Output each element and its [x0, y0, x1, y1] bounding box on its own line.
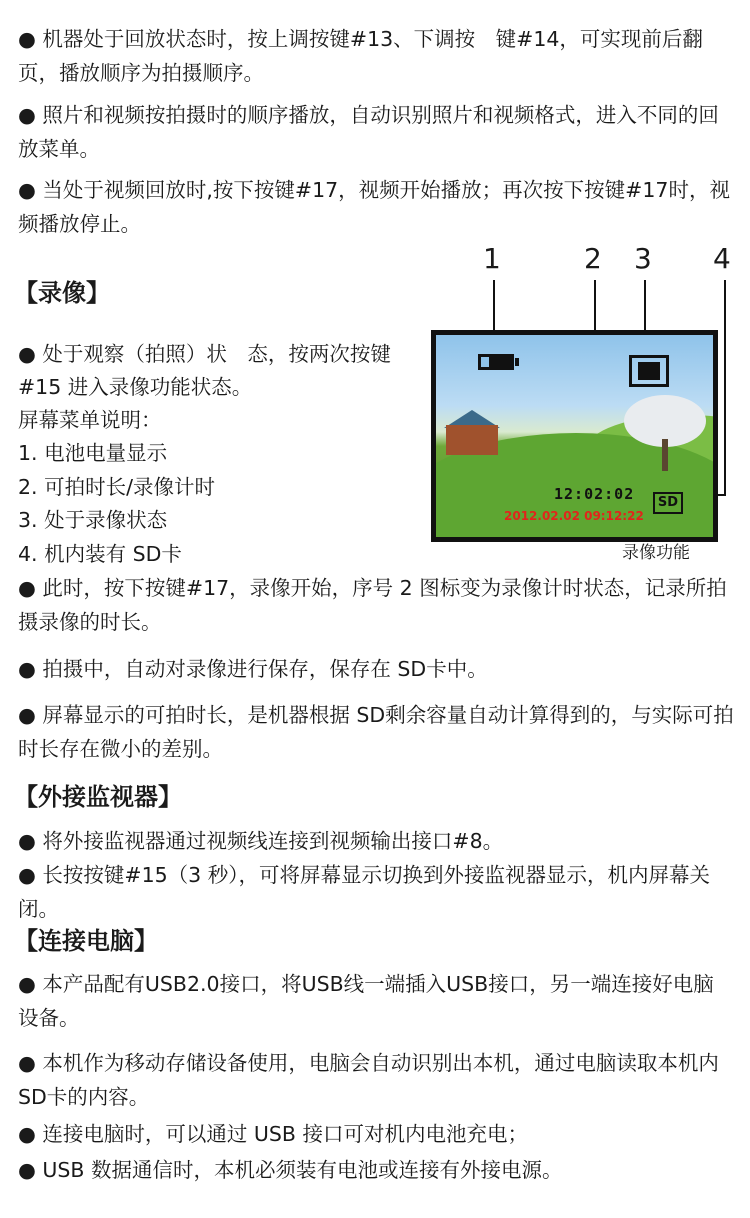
recording-bullet-2: ● 拍摄中，自动对录像进行保存，保存在 SD卡中。	[18, 657, 488, 681]
camera-screen	[431, 330, 718, 542]
recording-screen-figure	[428, 242, 740, 572]
computer-bullet-3: ● 连接电脑时，可以通过 USB 接口可对机内电池充电；	[18, 1122, 529, 1146]
playback-paragraph-3: ● 当处于视频回放时,按下按键#17，视频开始播放；再次按下按键#17时，视频播放停止。	[18, 178, 730, 236]
playback-paragraph-1: ● 机器处于回放状态时，按上调按键#13、下调按 键#14，可实现前后翻页，播放顺序为拍摄顺序。	[18, 27, 703, 85]
menu-title: 屏幕菜单说明：	[18, 408, 162, 432]
callout-4: 4	[713, 242, 731, 275]
callout-2: 2	[584, 242, 602, 275]
computer-bullet-1: ● 本产品配有USB2.0接口，将USB线一端插入USB接口，另一端连接好电脑设备。	[18, 972, 714, 1030]
playback-paragraph-2: ● 照片和视频按拍摄时的顺序播放，自动识别照片和视频格式，进入不同的回放菜单。	[18, 103, 719, 161]
monitor-bullet-2: ● 长按按键#15（3 秒），可将屏幕显示切换到外接监视器显示，机内屏幕关闭。	[18, 863, 710, 921]
record-timer: 12:02:02	[554, 485, 635, 503]
date-stamp: 2012.02.02 09:12:22	[504, 509, 644, 523]
sd-card-icon: SD	[653, 492, 683, 514]
battery-icon	[478, 354, 514, 370]
menu-item-2: 2. 可拍时长/录像计时	[18, 475, 215, 499]
menu-item-3: 3. 处于录像状态	[18, 508, 168, 532]
recording-intro-line-1: ● 处于观察（拍照）状 态，按两次按键	[18, 342, 391, 366]
computer-bullet-2: ● 本机作为移动存储设备使用，电脑会自动识别出本机，通过电脑读取本机内 SD卡的内容。	[18, 1051, 719, 1109]
record-icon	[629, 355, 669, 387]
callout-1: 1	[483, 242, 501, 275]
monitor-bullet-1: ● 将外接监视器通过视频线连接到视频输出接口#8。	[18, 829, 504, 853]
menu-item-4: 4. 机内装有 SD卡	[18, 542, 182, 566]
recording-heading: 【录像】	[14, 279, 110, 307]
menu-item-1: 1. 电池电量显示	[18, 441, 168, 465]
scene-house	[446, 425, 498, 455]
leader-line-4	[724, 280, 726, 496]
recording-bullet-1: ● 此时，按下按键#17，录像开始，序号 2 图标变为录像计时状态，记录所拍摄录像的时长。	[18, 576, 727, 634]
monitor-heading: 【外接监视器】	[14, 783, 182, 811]
figure-caption: 录像功能	[622, 543, 690, 563]
computer-bullet-4: ● USB 数据通信时，本机必须装有电池或连接有外接电源。	[18, 1158, 563, 1182]
callout-3: 3	[634, 242, 652, 275]
scene-tree-trunk	[662, 439, 668, 471]
computer-heading: 【连接电脑】	[14, 927, 158, 955]
recording-intro-line-2: #15 进入录像功能状态。	[18, 375, 253, 399]
recording-bullet-3: ● 屏幕显示的可拍时长，是机器根据 SD剩余容量自动计算得到的，与实际可拍时长存在微小的差别。	[18, 703, 734, 761]
